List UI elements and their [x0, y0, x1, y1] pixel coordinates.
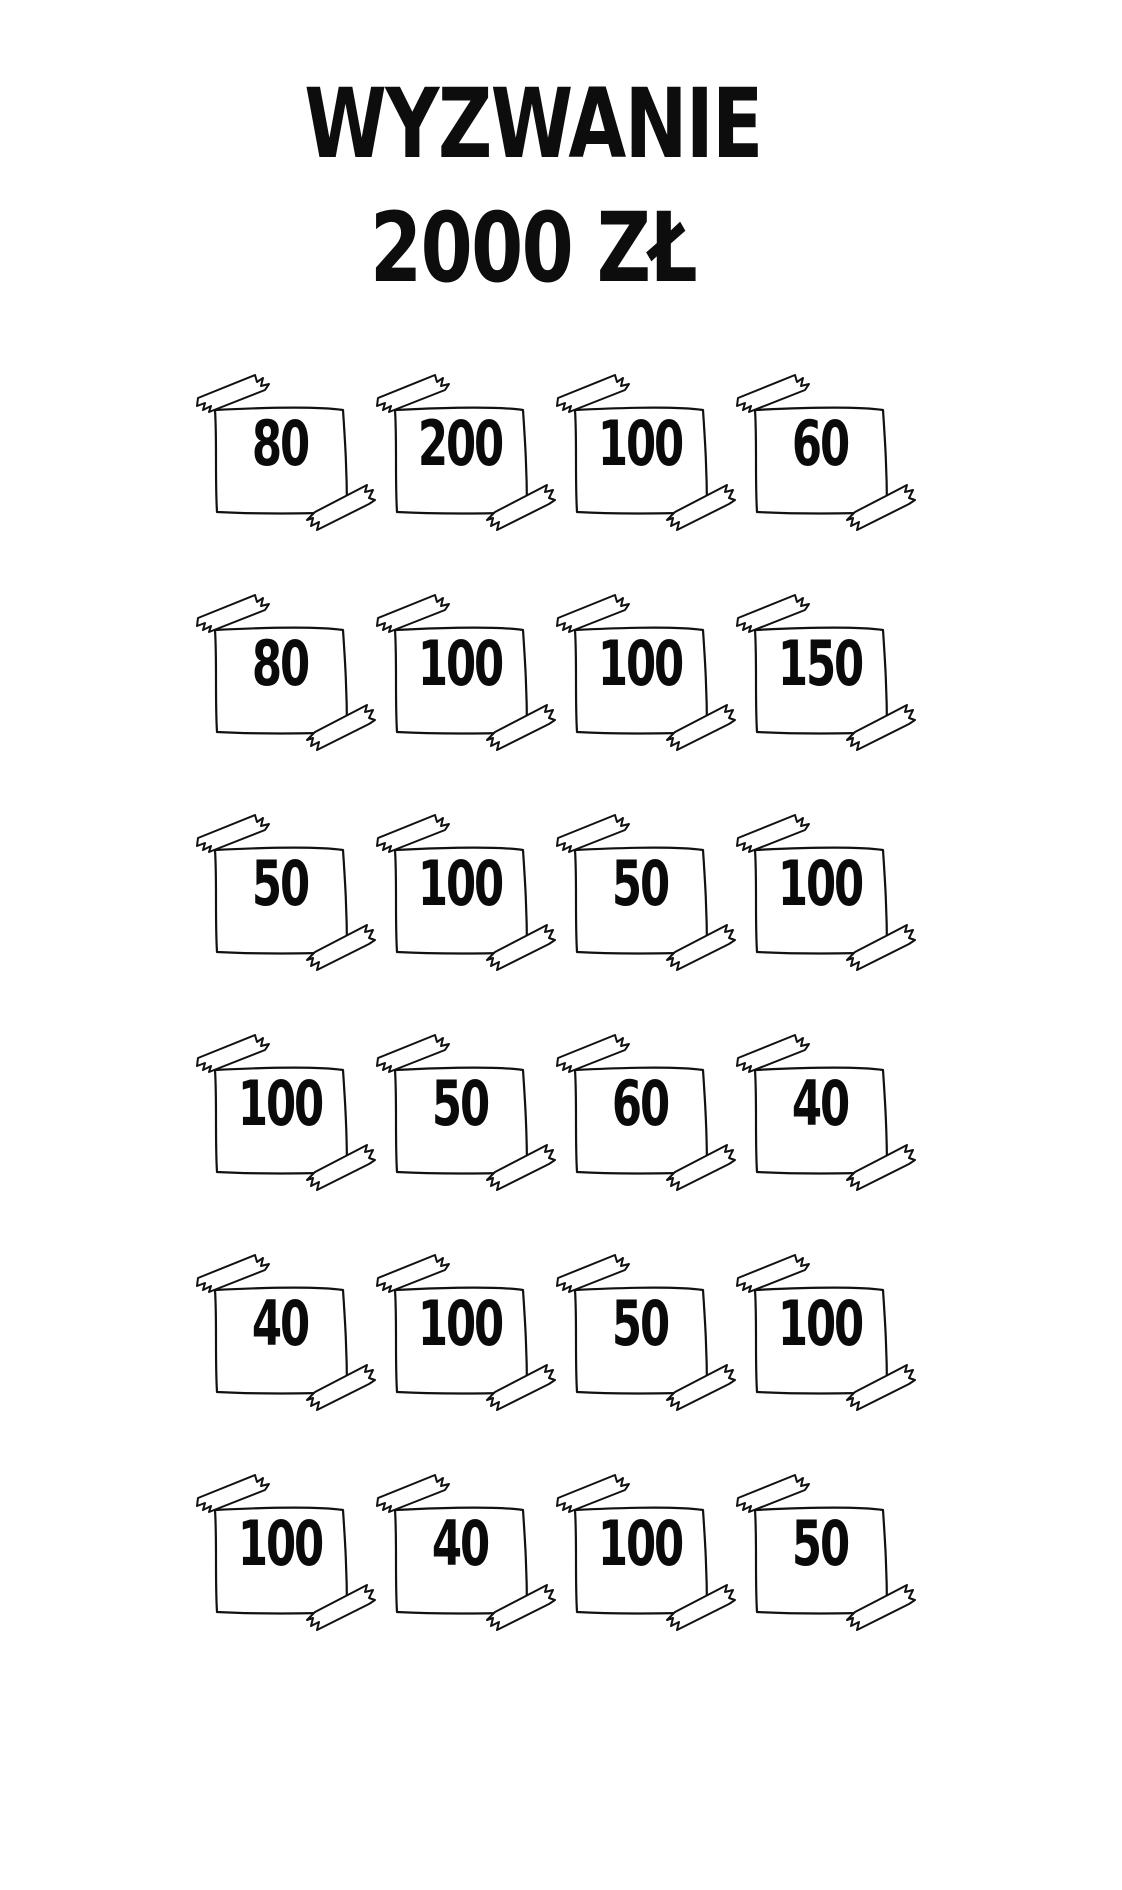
note-amount: 200 — [417, 407, 503, 480]
savings-note — [375, 1470, 545, 1640]
note-amount: 100 — [597, 1507, 683, 1580]
savings-note — [555, 370, 725, 540]
savings-note — [195, 1470, 365, 1640]
savings-note — [375, 590, 545, 760]
savings-grid — [195, 370, 955, 1670]
note-amount: 100 — [777, 1287, 863, 1360]
title-line-2: 2000 ZŁ — [370, 192, 696, 304]
note-amount: 40 — [431, 1507, 489, 1580]
note-amount: 50 — [611, 1287, 669, 1360]
savings-note — [555, 1030, 725, 1200]
savings-note — [375, 1250, 545, 1420]
note-amount: 100 — [417, 627, 503, 700]
note-amount: 60 — [611, 1067, 669, 1140]
note-amount: 50 — [791, 1507, 849, 1580]
note-amount: 40 — [791, 1067, 849, 1140]
savings-note — [195, 1030, 365, 1200]
note-amount: 50 — [611, 847, 669, 920]
savings-note — [735, 1250, 905, 1420]
note-amount: 100 — [237, 1507, 323, 1580]
savings-note — [555, 1250, 725, 1420]
title-line-1: WYZWANIE — [304, 68, 762, 180]
savings-note — [735, 370, 905, 540]
savings-note — [195, 1250, 365, 1420]
note-amount: 60 — [791, 407, 849, 480]
savings-note — [555, 590, 725, 760]
savings-note — [555, 1470, 725, 1640]
savings-note — [555, 810, 725, 980]
note-amount: 100 — [597, 407, 683, 480]
note-amount: 50 — [431, 1067, 489, 1140]
savings-note — [375, 810, 545, 980]
savings-note — [375, 1030, 545, 1200]
note-amount: 100 — [237, 1067, 323, 1140]
note-amount: 40 — [251, 1287, 309, 1360]
note-amount: 100 — [777, 847, 863, 920]
savings-note — [195, 370, 365, 540]
savings-note — [195, 590, 365, 760]
savings-note — [735, 1030, 905, 1200]
note-amount: 80 — [251, 627, 309, 700]
note-amount: 50 — [251, 847, 309, 920]
note-amount: 100 — [417, 847, 503, 920]
savings-note — [735, 590, 905, 760]
savings-note — [375, 370, 545, 540]
savings-note — [735, 1470, 905, 1640]
note-amount: 100 — [597, 627, 683, 700]
note-amount: 150 — [777, 627, 863, 700]
savings-note — [195, 810, 365, 980]
savings-note — [735, 810, 905, 980]
note-amount: 80 — [251, 407, 309, 480]
note-amount: 100 — [417, 1287, 503, 1360]
